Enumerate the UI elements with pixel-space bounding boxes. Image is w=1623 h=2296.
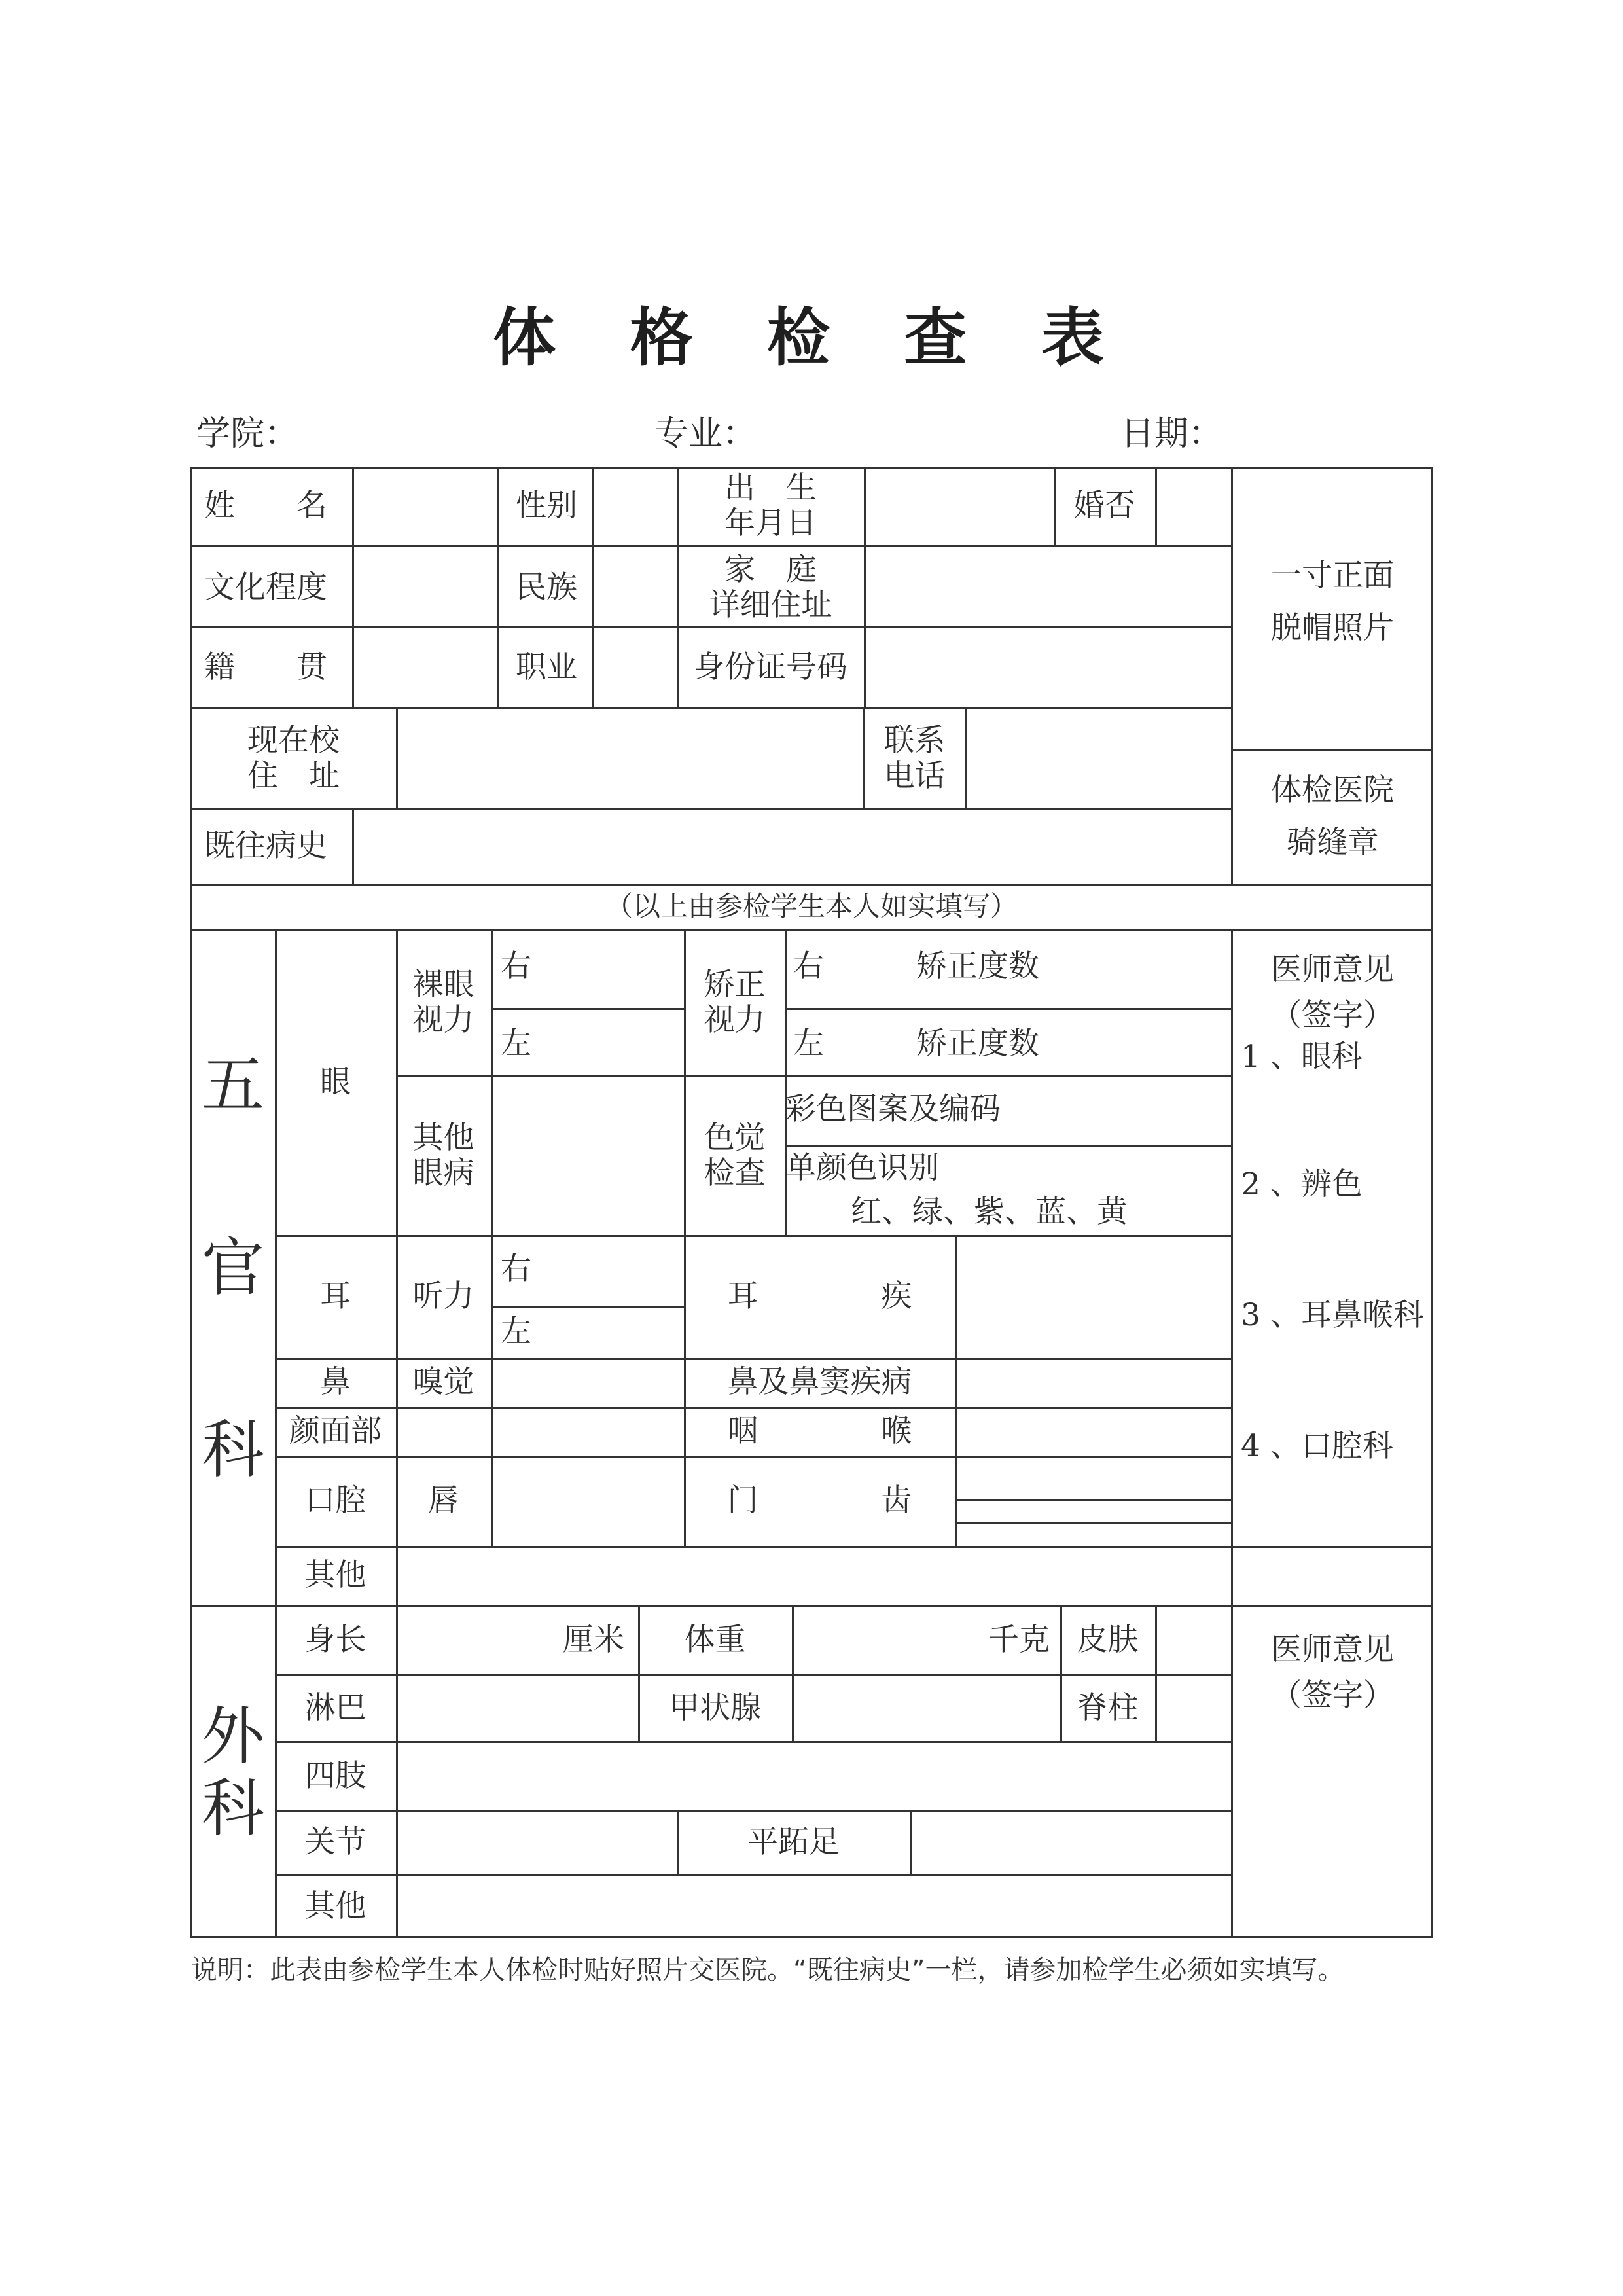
- spine-label: 脊柱: [1077, 1689, 1139, 1726]
- face-label: 颜面部: [289, 1413, 382, 1450]
- weight-label: 体重: [684, 1621, 746, 1658]
- school-address-label: 现在校 住 址: [247, 722, 340, 794]
- grid-line-h: [955, 1522, 1231, 1524]
- college-label: 学院：: [196, 414, 299, 454]
- grid-line-v: [396, 707, 398, 808]
- grid-line-v: [792, 1605, 794, 1741]
- lip-label: 唇: [428, 1482, 459, 1519]
- other-eye-disease-label: 其他 眼病: [412, 1119, 474, 1191]
- kg-unit: 千克: [988, 1621, 1050, 1658]
- limbs-label: 四肢: [304, 1757, 366, 1794]
- grid-line-v: [965, 707, 967, 808]
- native-place-label: 籍 贯: [204, 649, 327, 685]
- facial-doctor-opinion-label: 医师意见 （签字）: [1271, 951, 1394, 1033]
- skin-label: 皮肤: [1077, 1621, 1139, 1658]
- corrected-vision-label: 矫正 视力: [704, 966, 766, 1038]
- mouth-label: 口腔: [304, 1482, 366, 1519]
- grid-line-v: [352, 808, 354, 884]
- smell-label: 嗅觉: [412, 1364, 474, 1401]
- grid-line-v: [910, 1810, 912, 1874]
- cm-unit: 厘米: [563, 1621, 624, 1658]
- flat-feet-label: 平跖足: [747, 1824, 840, 1861]
- grid-line-v: [491, 929, 493, 1546]
- grid-line-h: [190, 707, 1233, 709]
- ear-disease-label: 耳 疾: [727, 1278, 912, 1314]
- thyroid-label: 甲状腺: [669, 1689, 761, 1726]
- self-fill-note: （以上由参检学生本人如实填写）: [605, 889, 1018, 922]
- gender-label: 性别: [516, 487, 577, 524]
- color-list-label: 红、绿、紫、蓝、黄: [851, 1194, 1128, 1230]
- grid-line-v: [1155, 1605, 1157, 1741]
- occupation-label: 职业: [516, 649, 577, 685]
- footer-note: 说明：此表由参检学生本人体检时贴好照片交医院。“既往病史”一栏，请参加检学生必须如实填写。: [191, 1955, 1344, 1985]
- grid-line-h: [190, 1605, 1433, 1607]
- hearing-label: 听力: [412, 1278, 474, 1314]
- hearing-left-label: 左: [501, 1313, 531, 1350]
- birth-label: 出 生 年月日: [724, 469, 817, 541]
- throat-label: 咽 喉: [727, 1413, 912, 1450]
- history-label: 既往病史: [204, 827, 327, 864]
- page-title: 体 格 检 查 表: [493, 300, 1130, 374]
- joints-label: 关节: [304, 1824, 366, 1861]
- naked-vision-label: 裸眼 视力: [412, 966, 474, 1038]
- photo-placeholder: 一寸正面 脱帽照片: [1271, 558, 1394, 646]
- grid-line-h: [275, 1874, 1231, 1876]
- opinion-item-dental: 4 、口腔科: [1241, 1427, 1393, 1464]
- ear-label: 耳: [320, 1278, 351, 1314]
- facial-section-title: 五 官 科: [202, 1049, 264, 1487]
- grid-line-h: [275, 1546, 1433, 1548]
- opinion-item-color: 2 、辨色: [1241, 1166, 1363, 1202]
- grid-line-h: [955, 1499, 1231, 1501]
- ethnicity-label: 民族: [516, 569, 577, 605]
- teeth-label: 门 齿: [727, 1482, 912, 1519]
- grid-line-v: [396, 1605, 398, 1936]
- date-label: 日期：: [1120, 414, 1223, 454]
- hospital-seal-label: 体检医院 骑缝章: [1271, 772, 1394, 861]
- opinion-item-ent: 3 、耳鼻喉科: [1241, 1297, 1424, 1333]
- corrected-right-label: 右 矫正度数: [793, 948, 1039, 984]
- major-label: 专业：: [654, 414, 757, 454]
- grid-line-v: [864, 467, 866, 707]
- lymph-label: 淋巴: [304, 1689, 366, 1726]
- color-pattern-label: 彩色图案及编码: [785, 1090, 1001, 1127]
- grid-line-h: [275, 1741, 1231, 1743]
- single-color-label: 单颜色识别: [785, 1149, 939, 1186]
- surgery-other-label: 其他: [304, 1888, 366, 1924]
- grid-line-v: [1231, 929, 1233, 1936]
- home-address-label: 家 庭 详细住址: [709, 551, 832, 623]
- corrected-left-label: 左 矫正度数: [793, 1025, 1039, 1062]
- eye-label: 眼: [320, 1064, 351, 1101]
- surgery-doctor-opinion-label: 医师意见 （签字）: [1271, 1631, 1394, 1713]
- nose-disease-label: 鼻及鼻窦疾病: [727, 1364, 912, 1401]
- opinion-item-eye: 1 、眼科: [1241, 1038, 1363, 1075]
- education-label: 文化程度: [204, 569, 327, 605]
- grid-line-h: [190, 545, 1233, 547]
- nose-label: 鼻: [320, 1364, 351, 1401]
- color-vision-label: 色觉 检查: [704, 1119, 766, 1191]
- phone-label: 联系 电话: [883, 722, 946, 794]
- id-number-label: 身份证号码: [694, 649, 847, 685]
- naked-right-label: 右: [501, 948, 531, 984]
- married-label: 婚否: [1073, 487, 1135, 524]
- facial-other-label: 其他: [304, 1556, 366, 1593]
- surgery-section-title: 外 科: [202, 1699, 264, 1845]
- grid-line-v: [1155, 467, 1157, 545]
- grid-line-v: [352, 467, 354, 707]
- name-label: 姓 名: [204, 487, 327, 524]
- naked-left-label: 左: [501, 1025, 531, 1062]
- grid-line-h: [190, 808, 1233, 810]
- height-label: 身长: [304, 1621, 366, 1658]
- hearing-right-label: 右: [501, 1251, 531, 1287]
